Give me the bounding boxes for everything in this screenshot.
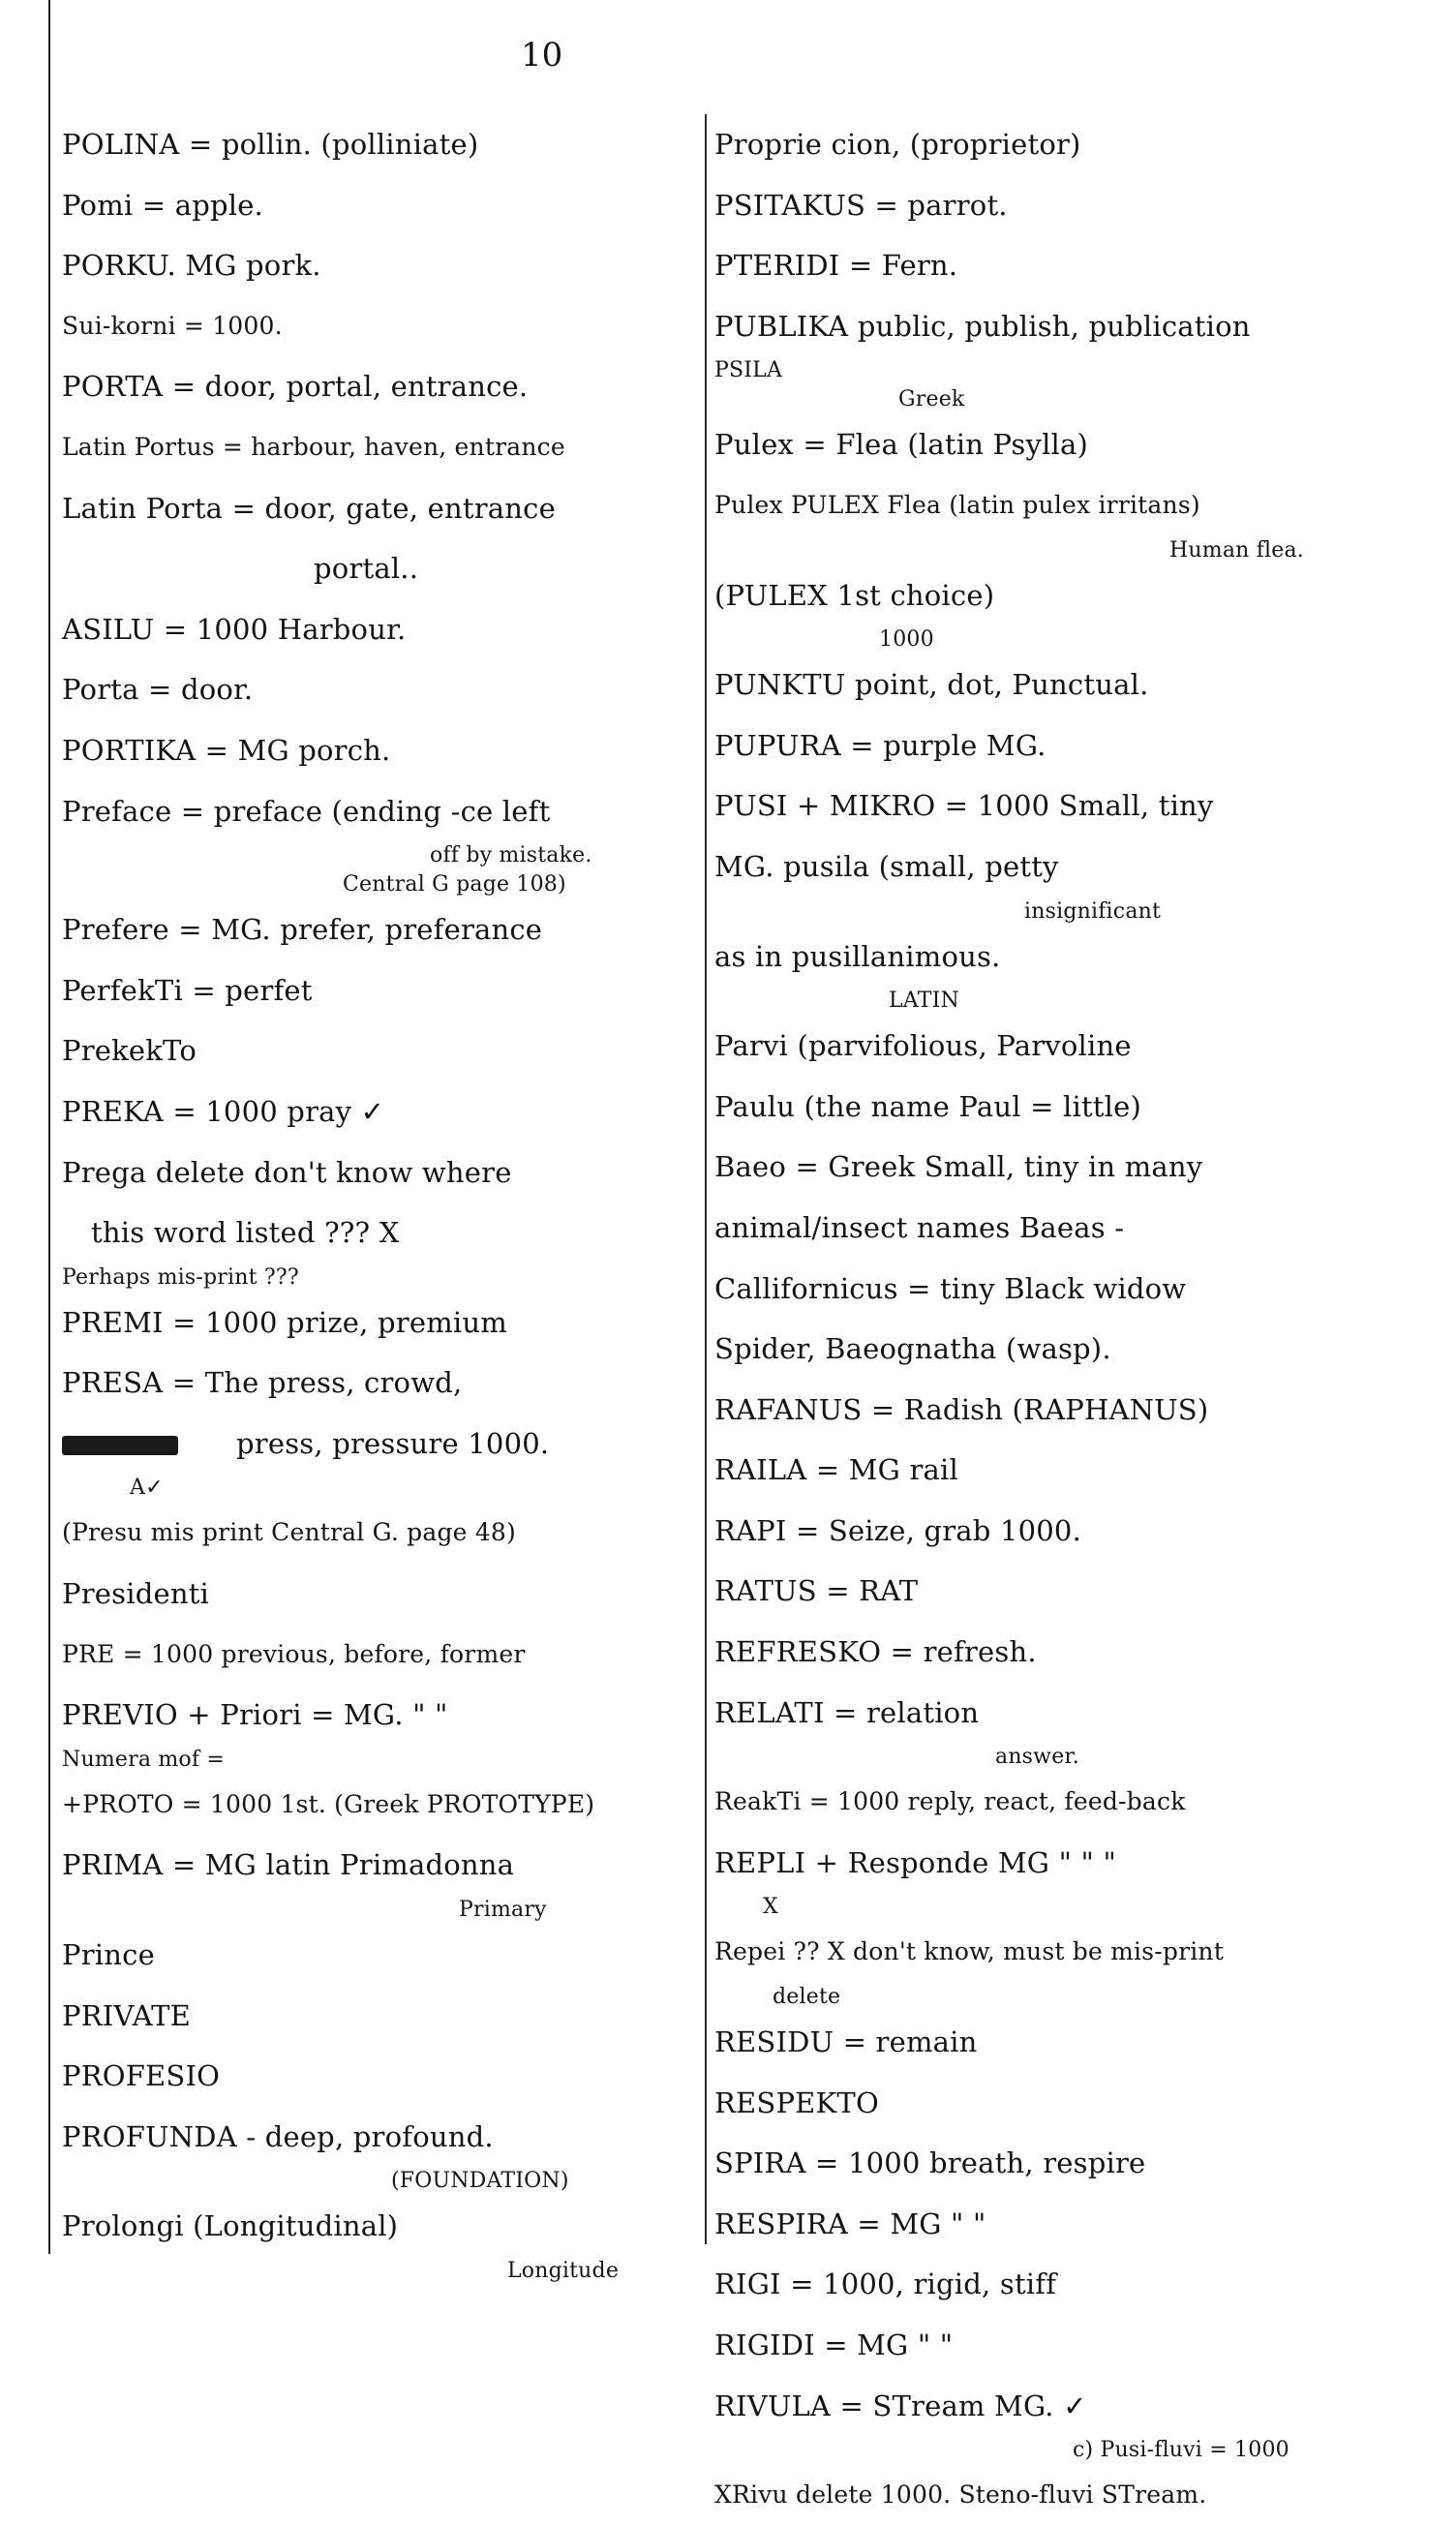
entry-line: ReakTi = 1000 reply, react, feed-back [714,1787,1186,1816]
entry-line: PRIMA = MG latin Primadonna [62,1848,515,1882]
entry-line [62,1414,693,1475]
entry-text: press, pressure 1000. [236,1426,550,1460]
entry-line: PORTA = door, portal, entrance. [62,370,529,404]
annotation-note: answer. [995,1745,1079,1770]
entry-line: Parvi (parvifolious, Parvoline [714,1029,1132,1063]
annotation-note: Primary [459,1898,547,1923]
entry-line: RESPEKTO [714,2085,879,2119]
annotation-note: A✓ [130,1476,164,1501]
annotation-note: 1000 [879,627,934,653]
entry-line: Presidenti [62,1577,210,1611]
entry-line: Pomi = apple. [62,188,263,222]
entry-line: MG. pusila (small, petty [714,849,1059,883]
entry-line: (Presu mis print Central G. page 48) [62,1518,516,1547]
entry-line: animal/insect names Baeas - [714,1210,1125,1244]
entry-line: REFRESKO = refresh. [714,1635,1037,1669]
entry-line: Spider, Baeognatha (wasp). [714,1332,1111,1366]
entry-line: Prince [62,1938,155,1972]
entry-line: portal.. [314,552,419,586]
entry-line: PUNKTU point, dot, Punctual. [714,668,1149,702]
annotation-note: off by mistake. [430,843,592,868]
entry-line: RAPI = Seize, grab 1000. [714,1513,1081,1547]
entry-line: RIGIDI = MG " " [714,2328,954,2361]
annotation-note: delete [773,1985,841,2010]
entry-line: Latin Portus = harbour, haven, entrance [62,432,565,461]
entry-line: SPIRA = 1000 breath, respire [714,2146,1146,2180]
entry-line: Repei ?? X don't know, must be mis-print [714,1937,1224,1966]
entry-line: PrekekTo [62,1034,197,1068]
entry-line: Prolongi (Longitudinal) [62,2209,399,2243]
annotation-note: insignificant [1024,898,1162,924]
entry-line: Pulex PULEX Flea (latin pulex irritans) [714,490,1200,519]
entry-line: Preface = preface (ending -ce left [62,794,551,828]
entry-line: PROFESIO [62,2059,221,2093]
entry-line: Pulex = Flea (latin Psylla) [714,428,1089,462]
entry-line: RAFANUS = Radish (RAPHANUS) [714,1392,1209,1426]
entry-line: +PROTO = 1000 1st. (Greek PROTOTYPE) [62,1789,595,1818]
entry-line: RIGI = 1000, rigid, stiff [714,2267,1057,2301]
entry-line: Sui-korni = 1000. [62,311,283,340]
entry-line: PREVIO + Priori = MG. " " [62,1698,448,1732]
entry-line: PORTIKA = MG porch. [62,733,391,767]
annotation-note: Human flea. [1169,537,1305,563]
entry-line: POLINA = pollin. (polliniate) [62,128,479,161]
entry-line: Prega delete don't know where [62,1155,512,1189]
column-divider [705,114,707,2244]
annotation-note: c) Pusi-fluvi = 1000 [1073,2438,1289,2463]
entry-line: PRIVATE [62,1998,192,2032]
annotation-note: X [763,1895,778,1920]
annotation-note: Central G page 108) [343,872,566,898]
annotation-note: LATIN [889,989,959,1014]
entry-line: Proprie cion, (proprietor) [714,128,1081,161]
entry-line: ASILU = 1000 Harbour. [62,612,407,646]
entry-line: RELATI = relation [714,1695,980,1729]
entry-line: PerfekTi = perfet [62,973,313,1007]
left-margin-rule [48,0,50,2254]
left-column [62,114,693,2286]
entry-line: as in pusillanimous. [714,939,1001,973]
entry-line: this word listed ??? X [91,1216,400,1250]
entry-line: REPLI + Responde MG " " " [714,1845,1117,1879]
entry-line: PUSI + MIKRO = 1000 Small, tiny [714,789,1214,823]
entry-line: PRE = 1000 previous, before, former [62,1639,526,1668]
entry-line: (PULEX 1st choice) [714,578,995,612]
entry-line: Porta = door. [62,673,254,707]
entry-line: RESIDU = remain [714,2025,978,2059]
entry-line: RATUS = RAT [714,1574,919,1608]
entry-line: PREMI = 1000 prize, premium [62,1305,507,1339]
annotation-note: Longitude [507,2259,620,2283]
page-number: 10 [521,36,563,75]
entry-line: Baeo = Greek Small, tiny in many [714,1150,1203,1184]
entry-line: PRESA = The press, crowd, [62,1366,463,1400]
entry-line: PREKA = 1000 pray ✓ [62,1094,385,1128]
entry-line: PORKU. MG pork. [62,249,321,283]
annotation-note: PSILA [714,358,783,383]
annotation-note: Greek [898,387,965,412]
entry-line: Callifornicus = tiny Black widow [714,1271,1187,1305]
entry-line: Prefere = MG. prefer, preferance [62,913,543,947]
entry-line: RIVULA = STream MG. ✓ [714,2389,1087,2422]
right-column [714,114,1431,2526]
annotation-note: (FOUNDATION) [391,2169,569,2194]
entry-line: RAILA = MG rail [714,1453,958,1487]
entry-line: PUBLIKA public, publish, publication [714,309,1251,343]
entry-line: RESPIRA = MG " " [714,2206,986,2240]
entry-line: XRivu delete 1000. Steno-fluvi STream. [714,2480,1207,2510]
entry-line: Paulu (the name Paul = little) [714,1089,1142,1123]
entry-line: PUPURA = purple MG. [714,728,1046,762]
entry-line: Latin Porta = door, gate, entrance [62,491,556,525]
entry-line: PROFUNDA - deep, profound. [62,2119,494,2153]
crossed-out-scribble [62,1436,178,1455]
annotation-note: Perhaps mis-print ??? [62,1264,299,1290]
entry-line: PTERIDI = Fern. [714,249,958,283]
entry-line: PSITAKUS = parrot. [714,188,1008,222]
annotation-note: Numera mof = [62,1747,226,1772]
